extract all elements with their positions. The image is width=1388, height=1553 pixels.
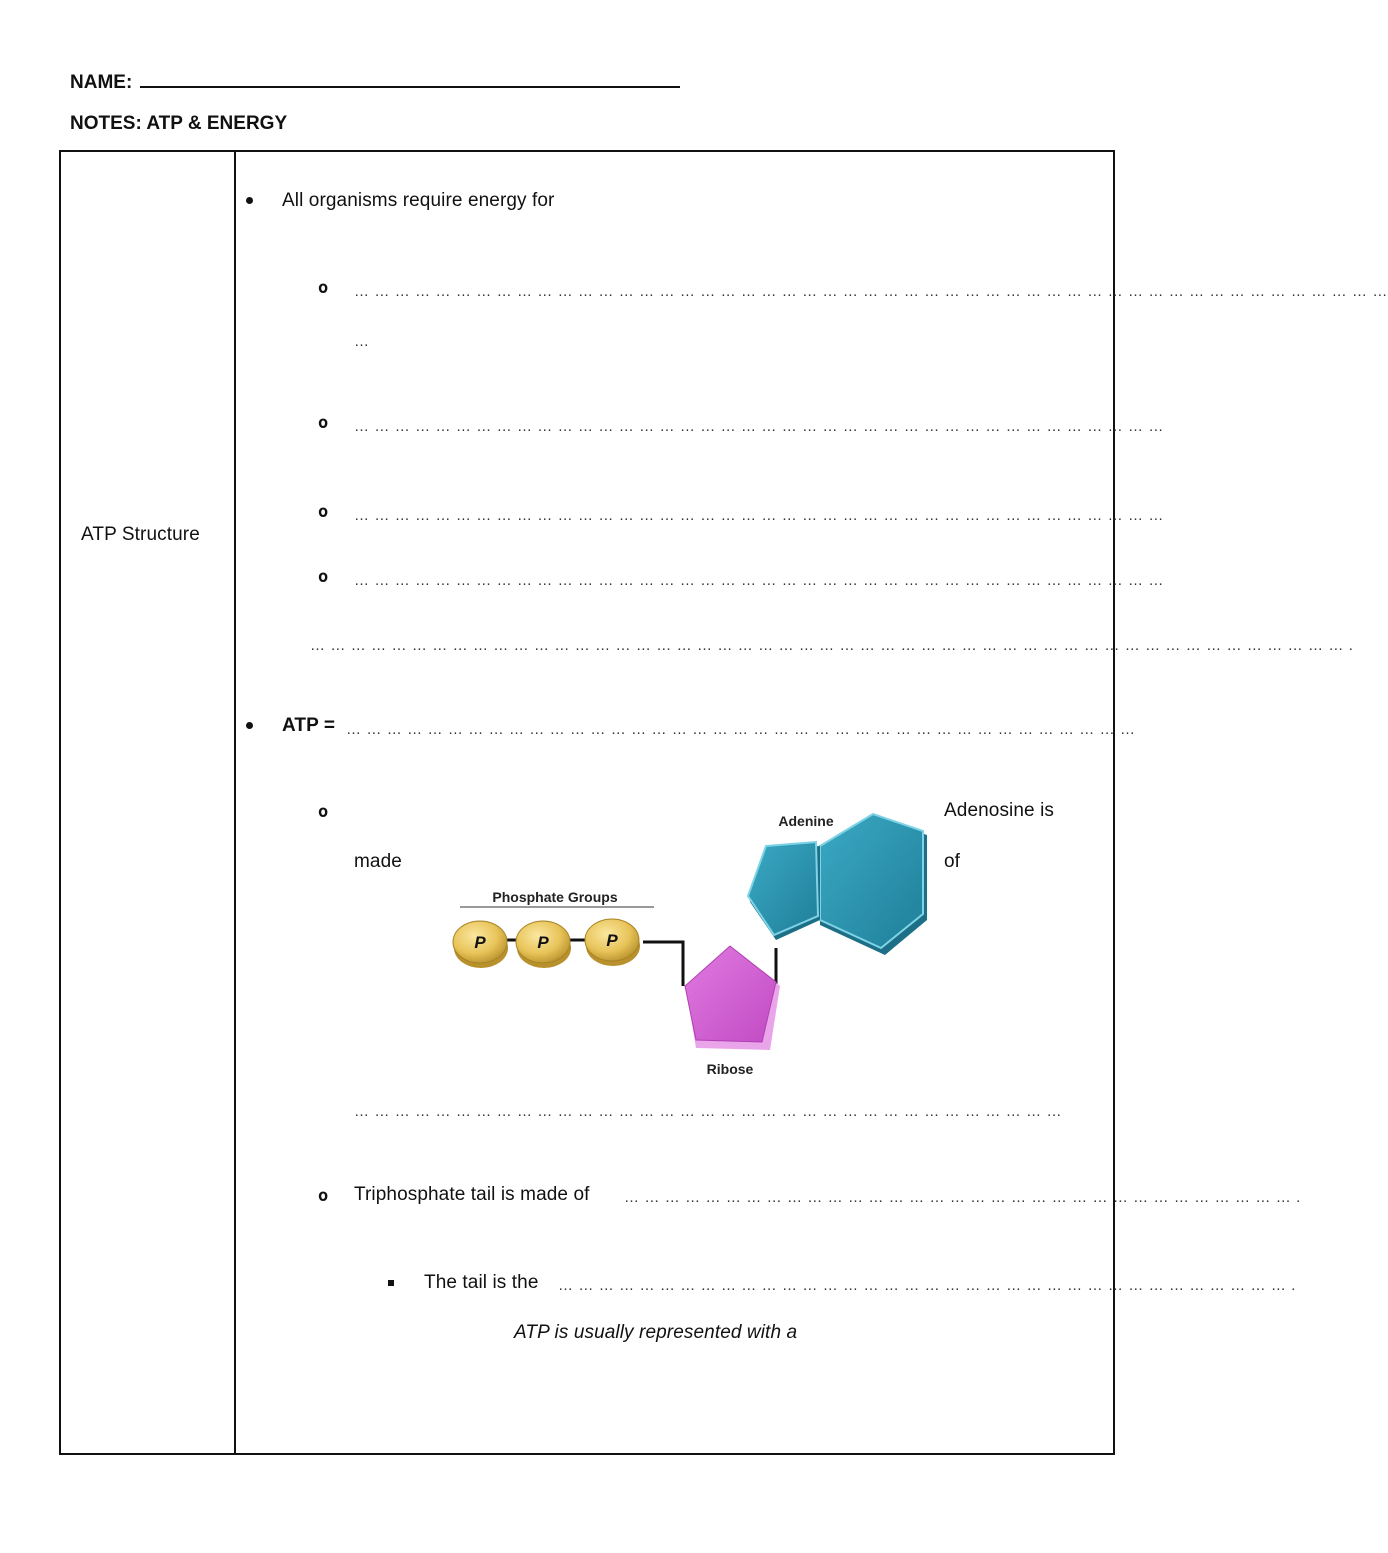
fill-in-blank: … … … … … … … … … … … … … … … … … … … … … … … … … … … … … … … … … … … … … … … … … … … … … … … … … … … <box>354 283 1388 300</box>
bullet-disc <box>246 197 253 204</box>
tail-made-of-text: Triphosphate tail is made of <box>354 1184 590 1205</box>
adenine-rings <box>748 814 927 955</box>
name-field-row <box>70 72 680 94</box>
fill-in-blank: … … … … … … … … … … … … … … … … … … … … … … … … … … … … … … … … … … … … … … … … <box>354 572 1164 589</box>
name-blank-line[interactable] <box>140 72 680 88</box>
phosphate-symbol: P <box>474 933 486 952</box>
bullet-disc <box>246 722 253 729</box>
phosphate-groups-label: Phosphate Groups <box>492 889 618 905</box>
of-text: of <box>944 851 961 872</box>
atp-molecule-diagram <box>440 790 940 1090</box>
fill-in-blank: … <box>354 333 370 350</box>
atp-representation-caption: ATP is usually represented with a <box>514 1322 798 1343</box>
sub-bullet-o: o <box>318 1186 329 1206</box>
sub-bullet-o: o <box>318 567 329 587</box>
phosphate-symbol: P <box>606 931 618 950</box>
fill-in-blank: … … … … … … … … … … … … … … … … … … … … … … … … … … … … … … … … … . <box>624 1189 1301 1206</box>
bullet-square <box>388 1280 394 1286</box>
phosphate-group-2 <box>516 921 571 968</box>
ribose-pentagon <box>685 946 780 1050</box>
sub-bullet-o: o <box>318 278 329 298</box>
bullet-text: All organisms require energy for <box>282 190 555 211</box>
column-divider <box>234 151 236 1454</box>
sub-bullet-o: o <box>318 413 329 433</box>
fill-in-blank: … … … … … … … … … … … … … … … … … … … … … … … … … … … … … … … … … … … … … … … <box>346 721 1136 738</box>
fill-in-blank: … … … … … … … … … … … … … … … … … … … … … … … … … … … … … … … … … … … … . <box>558 1277 1296 1294</box>
tail-is-the-text: The tail is the <box>424 1272 539 1293</box>
sub-bullet-o: o <box>318 802 329 822</box>
sub-bullet-o: o <box>318 502 329 522</box>
row-label-atp-structure: ATP Structure <box>81 524 200 545</box>
fill-in-blank: … … … … … … … … … … … … … … … … … … … … … … … … … … … … … … … … … … … … … … … … <box>354 507 1164 524</box>
fill-in-blank: … … … … … … … … … … … … … … … … … … … … … … … … … … … … … … … … … … … … … … … … <box>354 418 1164 435</box>
phosphate-group-3 <box>585 919 640 966</box>
fill-in-blank: … … … … … … … … … … … … … … … … … … … … … … … … … … … … … … … … … … … … … … … … … … … … … … … … … … … . <box>310 637 1354 654</box>
page-title: NOTES: ATP & ENERGY <box>70 113 288 134</box>
atp-definition-label: ATP = <box>282 715 336 736</box>
adenosine-text: Adenosine is <box>944 800 1054 821</box>
made-text: made <box>354 851 402 872</box>
name-label: NAME: <box>70 72 133 93</box>
ribose-label: Ribose <box>706 1061 754 1077</box>
phosphate-group-1 <box>453 921 508 968</box>
adenine-label: Adenine <box>778 813 834 829</box>
phosphate-symbol: P <box>537 933 549 952</box>
phosphate-ribose-bond <box>643 942 683 986</box>
fill-in-blank: … … … … … … … … … … … … … … … … … … … … … … … … … … … … … … … … … … … <box>354 1103 1063 1120</box>
